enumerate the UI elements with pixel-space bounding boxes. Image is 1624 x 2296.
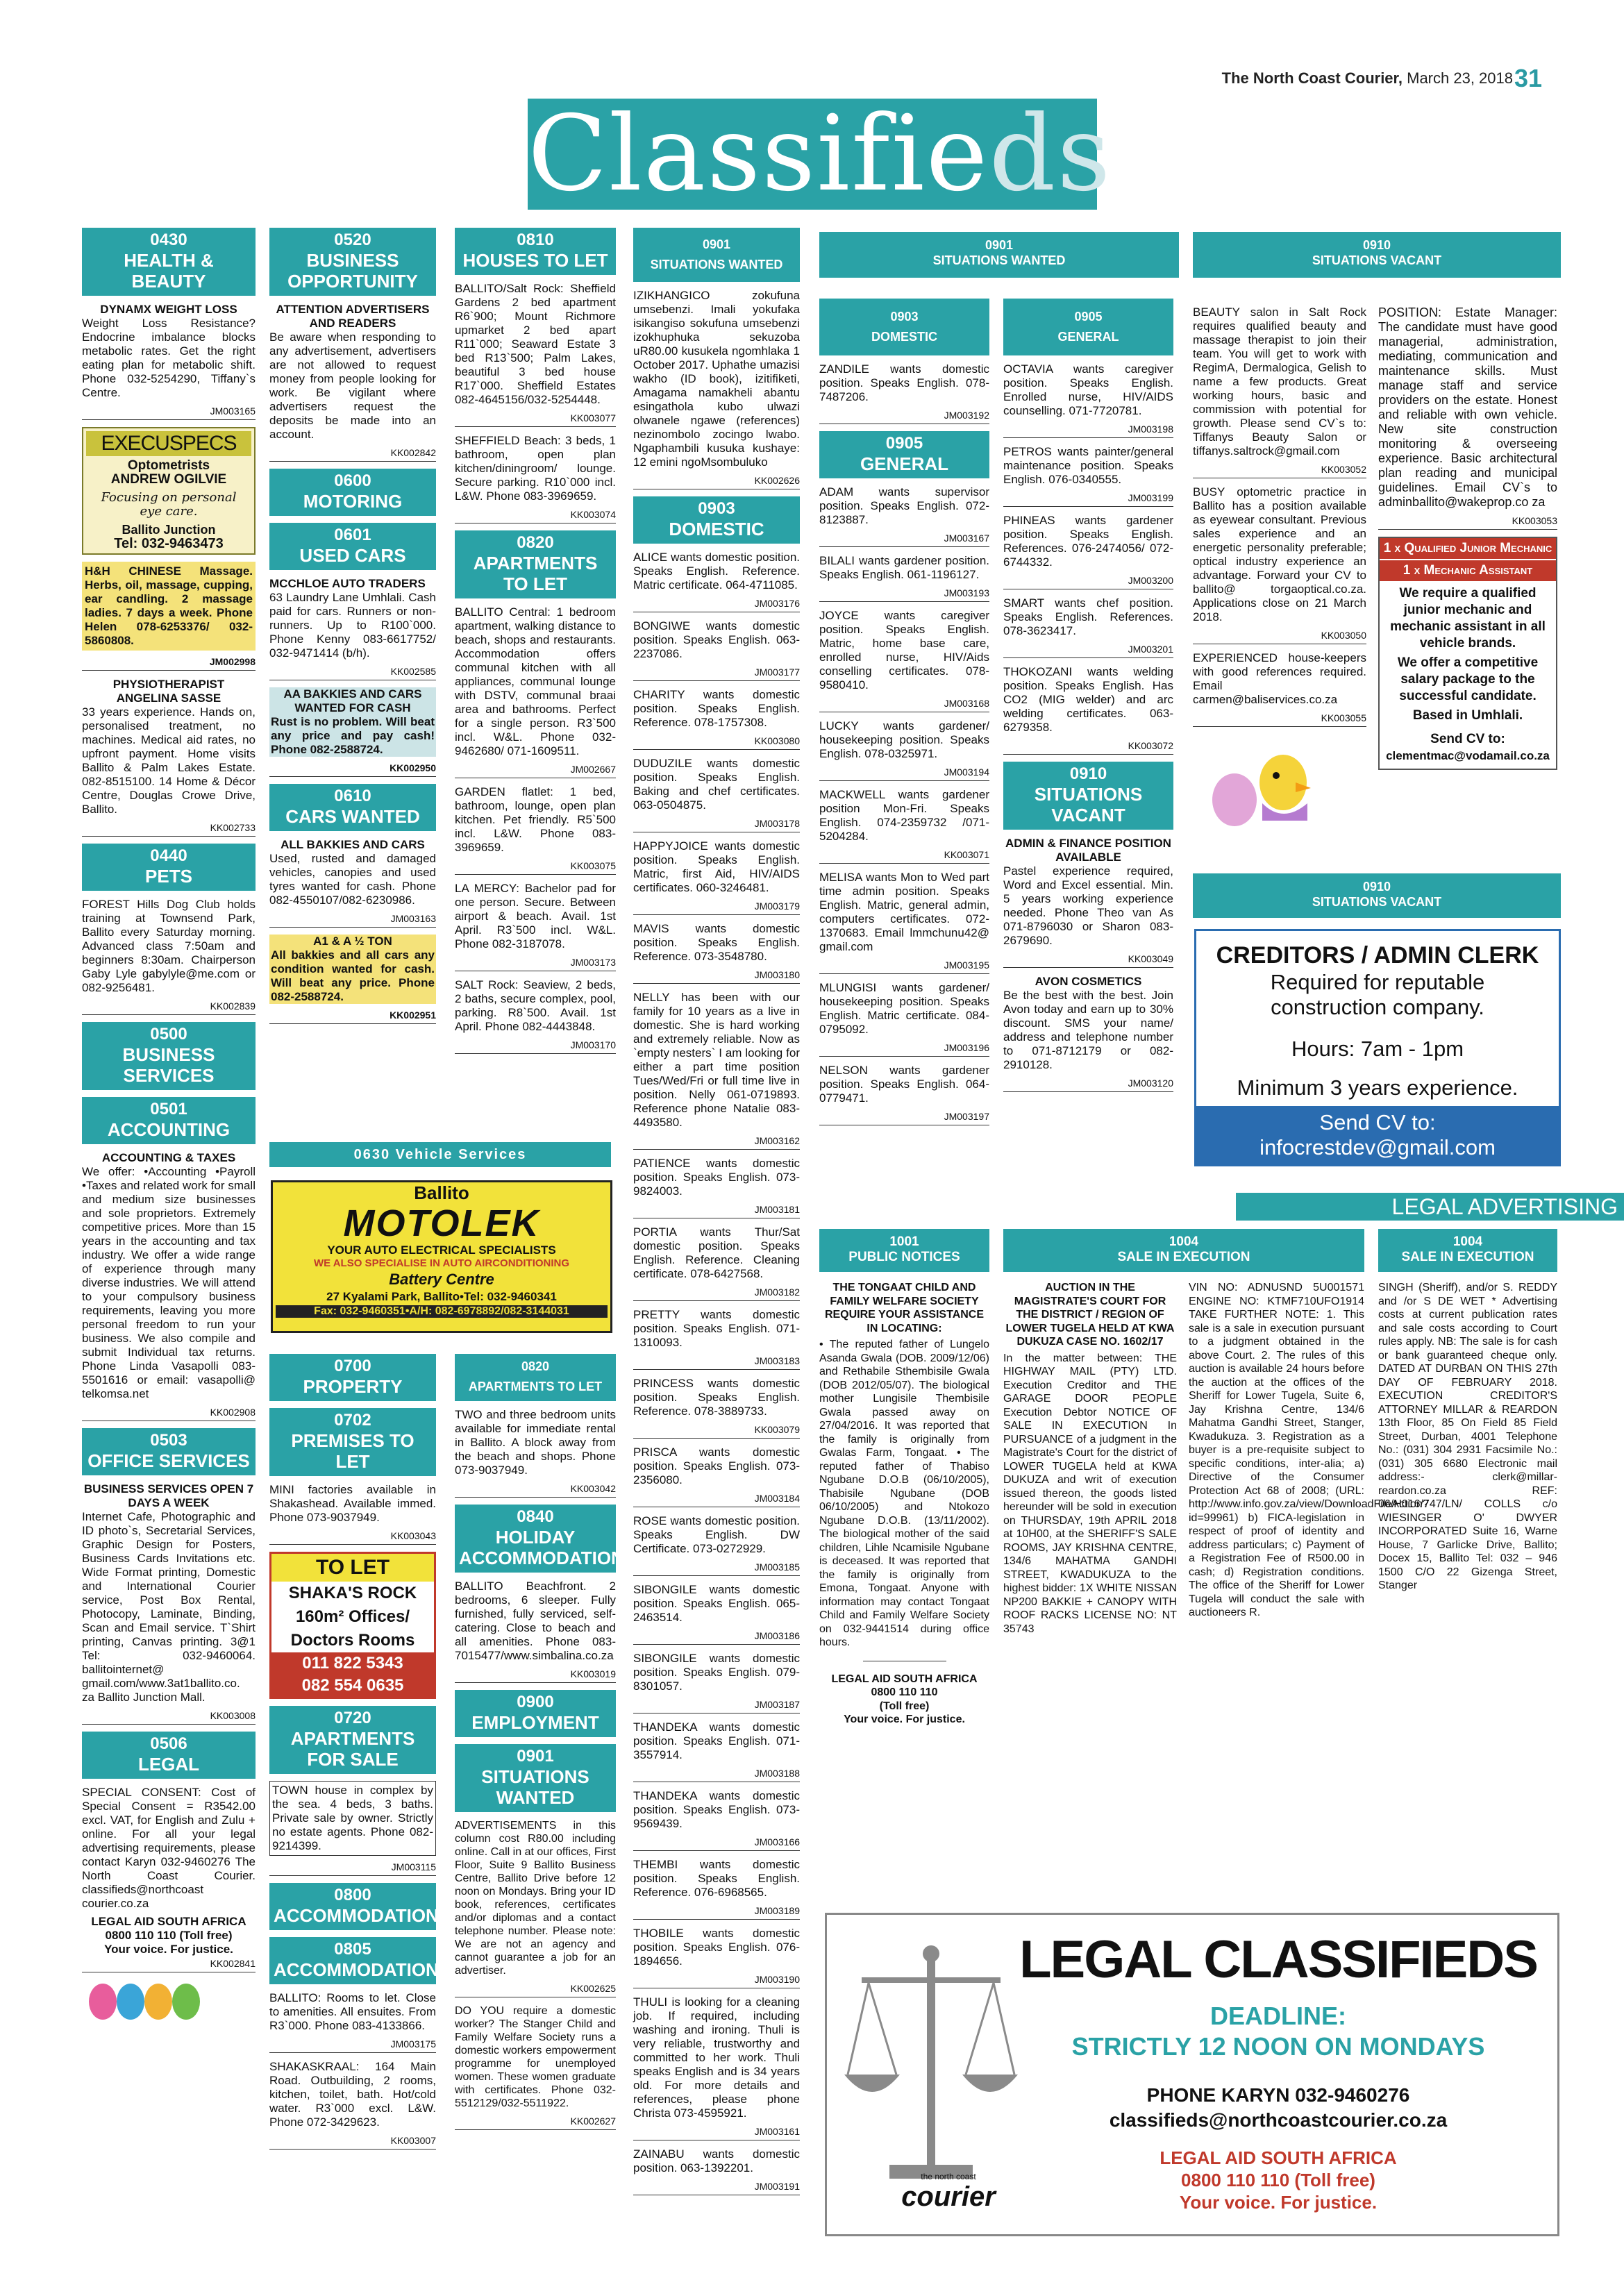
ad-text: THEMBI wants domestic position. Speaks English. Reference. 076-6968565.	[633, 1858, 800, 1899]
domestic-list	[633, 551, 800, 2195]
ad-text: ZAINABU wants domestic position. 063-1392201.	[633, 2147, 800, 2175]
ad-title: BUSINESS SERVICES OPEN 7 DAYS A WEEK	[83, 1482, 254, 1509]
section-header-situations-vacant: 0910 SITUATIONS VACANT	[1193, 232, 1561, 278]
ad-ref: KK003019	[455, 1667, 616, 1683]
ad-text: 63 Laundry Lane Umhlali. Cash paid for cars. Runners or non-runners. Up to R100`000. Phone Kenny 083-6617752/ 032-9471414 (b/h).	[269, 591, 436, 660]
ad-ref: KK003077	[455, 411, 616, 427]
section-header-vehicle-services: 0630 Vehicle Services	[269, 1142, 611, 1167]
ad-ref: JM003199	[1003, 491, 1173, 507]
ad-text: SMART wants chef position. Speaks English. References. 078-3623417.	[1003, 596, 1173, 637]
ad-text: BUSY optometric practice in Ballito has a position available as eyewear consultant. Previous sales experience and an energetic personality preferable; optical industry experience an advantage. Forward your CV to ballito@ torgaoptical.co.za. Applications close on 21 March 2018.	[1193, 485, 1366, 623]
ad-text: PATIENCE wants domestic position. Speaks English. 073-9824003.	[633, 1157, 800, 1198]
section-header: 0440 PETS	[82, 844, 256, 891]
ad-text: Used, rusted and damaged vehicles, canopies and used tyres wanted for cash. Phone 082-4550107/082-6230986.	[269, 852, 436, 907]
ad-ref: KK002908	[82, 1405, 256, 1421]
ad-text: NELLY has been with our family for 10 years as a live in domestic. She is hard working and extremely reliable. Now as `empty nesters` I am looking for either a part time position Tues/Wed/Fri or full time live in position. Nelly 061-0719893. Reference phone Natalie 083-4493580.	[633, 991, 800, 1129]
ad-ref: JM003184	[633, 1491, 800, 1507]
ad-text: FOREST Hills Dog Club holds training at Townsend Park, Ballito every Saturday morning. Advanced class 7:50am and beginners 8:30am. Chairperson Gaby Lyle gabylyle@me.com or 082-9256481.	[82, 898, 256, 994]
ad-text: MAVIS wants domestic position. Speaks English. Reference. 073-3548780.	[633, 922, 800, 963]
ad-ref: JM003191	[633, 2179, 800, 2195]
column-6	[1003, 299, 1173, 1099]
ad-ref: JM003201	[1003, 642, 1173, 658]
ad-ref: JM003190	[633, 1972, 800, 1988]
ad-ref: JM003189	[633, 1904, 800, 1920]
ad-ref: JM003179	[633, 899, 800, 915]
column-7	[1193, 305, 1366, 831]
ad-ref: JM003198	[1003, 422, 1173, 438]
motolek-ad: Ballito MOTOLEK YOUR AUTO ELECTRICAL SPECIALISTS WE ALSO SPECIALISE IN AUTO AIRCONDITIONING Battery Centre 27 Kyalami Park, Ballito•Tel: 032-9460341 Fax: 032-9460351•A/H: 082-6978892/082-3144031	[271, 1180, 612, 1333]
ad-text: SHAKASKRAAL: 164 Main Road. Outbuilding, 2 rooms, kitchen, toilet, bath. Hot/cold water. R3`000 excl. L&W. Phone 072-3429623.	[269, 2060, 436, 2129]
section-header: 0805 ACCOMMODATION	[269, 1937, 436, 1984]
general-list	[1003, 362, 1173, 755]
section-header: 0506 LEGAL	[82, 1732, 256, 1779]
ad-text: JOYCE wants caregiver position. Speaks English. Matric, home base care, enrolled nurse, HIV/Aids conselling certificates. 078-9580410.	[819, 609, 989, 692]
auction-column	[1003, 1281, 1177, 1640]
ad-ref: KK003049	[1003, 952, 1173, 968]
creditors-ad: CREDITORS / ADMIN CLERK Required for reputable construction company. Hours: 7am - 1pm Minimum 3 years experience. Send CV to: infocrestdev@gmail.com	[1194, 929, 1561, 1166]
section-header: 0901 SITUATIONS WANTED	[633, 228, 800, 282]
ad-ref: KK003079	[633, 1423, 800, 1439]
section-header: 0610 CARS WANTED	[269, 784, 436, 831]
ad-ref: JM003182	[633, 1285, 800, 1301]
ad-ref: KK003080	[633, 734, 800, 750]
ad-ref: JM003161	[633, 2125, 800, 2140]
section-header: 0820 APARTMENTS TO LET	[455, 530, 616, 598]
ad-ref: KK003053	[1378, 514, 1557, 530]
notice-text: • The reputed father of Lungelo Asanda Gwala (DOB. 2009/12/06) and Rethabile Sthembisile Gwala (DOB 2012/05/07). The biological mother Lungisile Thembisile Gwala passed away on 27/04/2016. It was reported that the family is originally from Gwalas Farm, Tongaat. • The reputed father of Thabiso Ngubane D.O.B (06/10/2005), Thabisile Ngubane (DOB 06/10/2005) and Ntokozo Ngubane D.O.B. (13/11/2002). The biological mother of the said children, Lihle Ncamisile Ngubane is deceased. It was reported that the family is originally from Emona, Tongaat. Anyone with information may contact Tongaat Child and Family Welfare Society on 032-9441514 during office hours.	[819, 1339, 989, 1648]
ad-text: THANDEKA wants domestic position. Speaks English. 071-3557914.	[633, 1720, 800, 1761]
section-header: 0903 DOMESTIC	[633, 496, 800, 544]
ad-text: All bakkies and all cars any condition wanted for cash. Will beat any price. Phone 082-2588724.	[271, 948, 435, 1003]
section-header: 0900 EMPLOYMENT	[455, 1690, 616, 1737]
ad-ref: JM003192	[819, 408, 989, 424]
ad-ref: JM003166	[633, 1835, 800, 1851]
ad-text: Pastel experience required, Word and Excel essential. Min. 5 years working experience needed. Phone Theo van As 071-8796030 or Sharon 083-2679690.	[1003, 864, 1173, 947]
ad-text: ADAM wants supervisor position. Speaks English. 072-8123887.	[819, 485, 989, 526]
ad-text: MLUNGISI wants gardener/ housekeeping position. Speaks English. Matric certificate. 084-0795092.	[819, 981, 989, 1036]
section-header: 0820 APARTMENTS TO LET	[455, 1354, 616, 1401]
ad-text: TOWN house in complex by the sea. 4 beds, 3 baths. Private sale by owner. Strictly no estate agents. Phone 082-9214399.	[269, 1781, 436, 1856]
page-header: The North Coast Courier, March 23, 2018	[1221, 69, 1513, 87]
classifieds-masthead: Classifieds	[528, 94, 1112, 215]
ad-text: PHINEAS wants gardener position. Speaks English. References. 076-2474056/ 072-6744332.	[1003, 514, 1173, 569]
ad-title: AVON COSMETICS	[1035, 975, 1142, 988]
section-header: 0520 BUSINESS OPPORTUNITY	[269, 228, 436, 296]
ad-ref: JM003183	[633, 1354, 800, 1370]
ad-ref: JM003167	[819, 531, 989, 547]
section-header: 0810 HOUSES TO LET	[455, 228, 616, 275]
ad-ref: JM003195	[819, 958, 989, 974]
ad-text: POSITION: Estate Manager: The candidate must have good managerial, administration, mediating, communication and maintenance skills. Must manage staff and service providers on the estate. Honest and reliable with own vehicle. New site construction monitoring & overseeing experience. Basic architectural plan reading and municipal guidelines. Email CV`s to adminballito@wakeprop.co za	[1378, 305, 1557, 509]
ad-text: Be aware when responding to any advertisement, advertisers are not allowed to request money from people looking for work. Be vigilant where advertisers request the deposits be made into an account.	[269, 330, 436, 441]
section-header: 0800 ACCOMMODATION	[269, 1883, 436, 1930]
ad-ref: KK003050	[1193, 628, 1366, 644]
ad-text: BALLITO/Salt Rock: Sheffield Gardens 2 bed apartment R6`900; Mount Richmore upmarket 2 bed apart R11`000; Seaward Estate 3 bed R13`500; Palm Lakes, beautiful 3 bed house R17`000. Sheffield Estates 082-4645156/032-5254448.	[455, 282, 616, 406]
ad-ref: JM003185	[633, 1560, 800, 1576]
ad-text: PRETTY wants domestic position. Speaks English. 071-1310093.	[633, 1308, 800, 1349]
ad-text: CHARITY wants domestic position. Speaks English. Reference. 078-1757308.	[633, 688, 800, 729]
ad-text: TWO and three bedroom units available for immediate rental in Ballito. A block away from the beach and shops. Phone 073-9037949.	[455, 1408, 616, 1477]
ad-title: PHYSIOTHERAPIST ANGELINA SASSE	[112, 678, 225, 705]
legal-classifieds-ad	[825, 1913, 1559, 2236]
section-header: 0901 SITUATIONS WANTED	[455, 1744, 616, 1812]
ad-ref: KK003074	[455, 508, 616, 523]
ad-text: PORTIA wants Thur/Sat domestic position. Speaks English. Reference. Cleaning certificate. 078-6427568.	[633, 1225, 800, 1280]
vin-column	[1189, 1281, 1429, 1624]
legal-classifieds-content: LEGAL CLASSIFIEDS DEADLINE: STRICTLY 12 NOON ON MONDAYS PHONE KARYN 032-9460276 classifieds@northcoastcourier.co.za LEGAL AID SOUTH AFRICA 0800 110 110 (Toll free) Your voice. For justice.	[1019, 1930, 1537, 2213]
ad-text: SIBONGILE wants domestic position. Speaks English. 079-8301057.	[633, 1652, 800, 1693]
ad-ref: KK002627	[455, 2114, 616, 2130]
section-header-situations-vacant-2: 0910 SITUATIONS VACANT	[1193, 873, 1561, 918]
ad-ref: KK003055	[1193, 711, 1366, 727]
ad-text: THANDEKA wants domestic position. Speaks English. 073-9569439.	[633, 1789, 800, 1830]
ad-text: DO YOU require a domestic worker? The Stanger Child and Family Welfare Society runs a domestic workers empowerment programme for unemployed women. These women graduate with certificates. Phone 032-5512129/032-5511922.	[455, 2005, 616, 2109]
section-header: 0500 BUSINESS SERVICES	[82, 1022, 256, 1090]
notice-title: THE TONGAAT CHILD AND FAMILY WELFARE SOCIETY REQUIRE YOUR ASSISTANCE IN LOCATING:	[824, 1282, 985, 1334]
ad-text: DUDUZILE wants domestic position. Speaks English. Baking and chef certificates. 063-0504875.	[633, 757, 800, 812]
ad-text: H&H CHINESE Massage. Herbs, oil, massage, cupping, ear candling. 2 massage ladies. 7 days a week. Phone Helen 078-6253376/ 032-5860808.	[82, 562, 256, 651]
ad-ref: KK003071	[819, 848, 989, 864]
public-notice-column	[819, 1281, 989, 1727]
legal-aid-line: 0800 110 110 (Toll free)	[105, 1929, 233, 1942]
ad-title: A1 & A ½ TON	[269, 935, 436, 948]
ad-ref: KK002626	[633, 474, 800, 489]
general-list	[819, 485, 989, 1125]
column-3	[455, 228, 616, 1061]
ad-text: BEAUTY salon in Salt Rock requires qualified beauty and massage therapist to join their team. You will get to work with RegimA, Dermalogica, Gelish to name a few products. Great working hours, basic and commission with potential for growth. Please send CV`s to: Tiffanys Beauty Salon or tiffanys.saltrock@gmail.com	[1193, 305, 1366, 458]
ad-ref: JM003168	[819, 696, 989, 712]
column-3b	[455, 1354, 624, 2137]
ad-ref: KK003008	[82, 1709, 256, 1725]
ad-text: IZIKHANGICO zokufuna umsebenzi. Imali yokufaka isikangiso sokufuna umsebenzi izokhuphuka sekuzoba uR80.00 kusukela ngomhlaka 1 October 2017. Uphathe umazisi wakho (ID book), izitifiketi, Amagama namakheli abantu esingathola kubo ulwazi olwanele ngawe (references) nezinombolo zocingo lwabo. Ngaphambili kusuka kushaye: 12 emini ngoMsombuluko	[633, 289, 800, 469]
ad-ref: JM003177	[633, 665, 800, 681]
ad-ref: KK002842	[269, 446, 436, 462]
column-2	[269, 228, 436, 1031]
ad-ref: JM003200	[1003, 573, 1173, 589]
legal-aid-line: LEGAL AID SOUTH AFRICA	[831, 1673, 978, 1685]
ad-ref: KK002733	[82, 821, 256, 837]
section-header-sale-in-execution: 1004 SALE IN EXECUTION	[1003, 1229, 1364, 1272]
section-header: 0905 GENERAL	[819, 431, 989, 478]
legal-advertising-bar: LEGAL ADVERTISING	[1236, 1193, 1624, 1221]
chick-icon	[1207, 734, 1318, 831]
ad-text: Be the best with the best. Join Avon today and earn up to 30% discount. SMS your name/ address and telephone number to 071-8712179 or 082-2910128.	[1003, 989, 1173, 1071]
ad-title: ACCOUNTING & TAXES	[101, 1151, 236, 1164]
ad-ref: JM003188	[633, 1766, 800, 1782]
column-8	[1378, 305, 1557, 777]
ad-text: BILALI wants gardener position. Speaks English. 061-1196127.	[819, 554, 989, 581]
ad-ref: KK003052	[1193, 462, 1366, 478]
ad-ref: KK002625	[455, 1981, 616, 1997]
section-header: 0910 SITUATIONS VACANT	[1003, 762, 1173, 830]
ad-ref: JM003165	[82, 404, 256, 420]
ad-text: PRISCA wants domestic position. Speaks English. 073-2356080.	[633, 1446, 800, 1486]
section-header: 0720 APARTMENTS FOR SALE	[269, 1706, 436, 1774]
ad-title: MCCHLOE AUTO TRADERS	[269, 577, 426, 590]
ad-ref: JM003162	[633, 1134, 800, 1150]
ad-text: GARDEN flatlet: 1 bed, bathroom, lounge, open plan kitchen. Pet friendly. R5`500 incl. L&W. Phone 083-3969659.	[455, 785, 616, 854]
ad-text: PRINCESS wants domestic position. Speaks English. Reference. 078-3889733.	[633, 1377, 800, 1418]
ad-ref: KK002839	[82, 999, 256, 1015]
ad-ref: JM003115	[269, 1860, 436, 1876]
ad-text: ADVERTISEMENTS in this column cost R80.00 including online. Call in at our offices, First Floor, Suite 9 Ballito Business Centre, Ballito Drive before 12 noon on Mondays. Bring your ID book, references, certificates and/or diplomas and a contact telephone number. Please note: We are not an agency and cannot guarantee a job for an advertiser.	[455, 1820, 616, 1977]
auction-text: In the matter between: THE HIGHWAY MAIL (PTY) LTD. Execution Creditor and THE GARAGE DOOR PEOPLE Execution Debtor NOTICE OF SALE IN EXECUTION In PURSUANCE of a judgment in the Magistrate's Court for the district of LOWER TUGELA held at KWA DUKUZA and writ of execution issued thereon, the goods listed hereunder will be sold in execution on THURSDAY, 19th APRIL 2018 at 10H00, at the SHERIFF'S SALE ROOMS, JAY KRISHNA CENTRE, 134/6 MAHATMA GANDHI STREET, KWADUKUZA to the highest bidder: 1X WHITE NISSAN NP200 BAKKIE + CANOPY WITH ROOF RACKS LICENSE NO: NT 35743	[1003, 1352, 1177, 1635]
page-number: 31	[1514, 64, 1542, 92]
ad-ref: KK003043	[269, 1529, 436, 1545]
ad-ref: JM002667	[455, 762, 616, 778]
section-header-situations-wanted: 0901 SITUATIONS WANTED	[819, 232, 1179, 278]
ad-ref: JM003187	[633, 1698, 800, 1713]
column-1	[82, 228, 256, 2021]
section-header: 0501 ACCOUNTING	[82, 1097, 256, 1144]
section-header: 0840 HOLIDAY ACCOMMODATION	[455, 1505, 616, 1573]
section-header: 0700 PROPERTY	[269, 1354, 436, 1401]
ad-text: OCTAVIA wants caregiver position. Speaks English. Enrolled nurse, HIV/AIDS counselling. 071-7720781.	[1003, 362, 1173, 417]
ad-text: BALLITO: Rooms to let. Close to amenities. All ensuites. From R3`000. Phone 083-4133866.	[269, 1991, 436, 2032]
courier-logo: the north coast courier	[901, 2172, 996, 2212]
section-header: 0903 DOMESTIC	[819, 299, 989, 355]
mechanic-ad: 1 x Qualified Junior Mechanic 1 x Mechanic Assistant We require a qualified junior mechanic and mechanic assistant in all vehicle brands. We offer a competitive salary package to the successful candidate. Based in Umhlali. Send CV to: clementmac@vodamail.co.za	[1378, 537, 1557, 770]
ad-title: ADMIN & FINANCE POSITION AVAILABLE	[1005, 837, 1171, 864]
ad-ref: JM003193	[819, 586, 989, 602]
execuspecs-ad: EXECUSPECS Optometrists ANDREW OGILVIE Focusing on personal eye care. Ballito Junction Tel: 032-9463473	[82, 427, 256, 555]
ad-text: ALICE wants domestic position. Speaks English. Reference. Matric certificate. 064-4711085.	[633, 551, 800, 592]
ad-ref: JM003196	[819, 1041, 989, 1057]
ad-text: PETROS wants painter/general maintenance position. Speaks English. 076-0340555.	[1003, 445, 1173, 486]
ad-title: ALL BAKKIES AND CARS	[281, 838, 425, 851]
section-header: 0905 GENERAL	[1003, 299, 1173, 355]
section-header-sale-in-execution-2: 1004 SALE IN EXECUTION	[1378, 1229, 1557, 1272]
ad-text: Internet Cafe, Photographic and ID photo`s, Secretarial Services, Graphic Design for Posters, Business Cards Invitations etc. Wide Format printing, Domestic and International Courier service, Post Box Rental, Photocopy, Laminate, Binding, Scan and Email service. T`Shirt printing, Canvas printing. 3@1 Tel: 032-9460064. ballitointernet@ gmail.com/www.3at1ballito.co. za Ballito Junction Mall.	[82, 1510, 256, 1704]
ad-ref: JM002998	[82, 655, 256, 671]
legal-aid-line: Your voice. For justice.	[104, 1943, 233, 1956]
ad-ref: JM003120	[1003, 1076, 1173, 1092]
ad-ref: JM003170	[455, 1038, 616, 1054]
easter-eggs-icon	[82, 1979, 207, 2021]
section-header-public-notices: 1001 PUBLIC NOTICES	[819, 1229, 989, 1272]
ad-text: SHEFFIELD Beach: 3 beds, 1 bathroom, open plan kitchen/diningroom/ lounge. Secure parking. R10`000 incl. L&W. Phone 083-3969659.	[455, 434, 616, 503]
auction-title: AUCTION IN THE MAGISTRATE'S COURT FOR THE DISTRICT / REGION OF LOWER TUGELA HELD AT KWA DUKUZA CASE NO. 1602/17	[1005, 1282, 1175, 1348]
ad-ref: JM003181	[633, 1203, 800, 1218]
section-header: 0600 MOTORING	[269, 469, 436, 516]
legal-aid-line: LEGAL AID SOUTH AFRICA	[91, 1915, 246, 1928]
legal-aid-line: Your voice. For justice.	[844, 1713, 965, 1725]
ad-text: We offer: •Accounting •Payroll •Taxes and related work for small and medium size businesses and sole proprietors. Extremely competitive prices. More than 15 years in the accounting and tax industry. We offer a wide range of experience through many diverse industries. We will attend to your compulsory business requirements, leaving you more personal freedom to run your business. We also compile and submit Individual tax returns. Phone Linda Vasapolli 083-5501616 or email: vasapolli@ telkomsa.net	[82, 1165, 256, 1400]
ad-text: HAPPYJOICE wants domestic position. Speaks English. Matric, first Aid, HIV/AIDS certificates. 060-3246481.	[633, 839, 800, 894]
ad-ref: JM003197	[819, 1109, 989, 1125]
ad-ref: KK003075	[455, 859, 616, 875]
ad-text: SALT Rock: Seaview, 2 beds, 2 baths, secure complex, pool, parking. R8`500. Avail. 1st April. Phone 082-4443848.	[455, 978, 616, 1033]
ad-ref: JM003176	[633, 596, 800, 612]
ad-ref: JM003186	[633, 1629, 800, 1645]
ad-ref: JM003173	[455, 955, 616, 971]
column-4	[633, 228, 800, 2202]
section-header: 0503 OFFICE SERVICES	[82, 1428, 256, 1475]
ad-ref: JM003178	[633, 816, 800, 832]
ad-text: SPECIAL CONSENT: Cost of Special Consent = R3542.00 excl. VAT, for English and Zulu + online. For all your legal advertising requirements, please contact Karyn 032-9460276 The North Coast Courier. classifieds@northcoast courier.co.za	[82, 1786, 256, 1910]
legal-aid-line: 0800 110 110	[871, 1686, 938, 1698]
column-5	[819, 299, 989, 1132]
creditors-contact: Send CV to: infocrestdev@gmail.com	[1196, 1106, 1559, 1164]
ad-ref: JM003180	[633, 968, 800, 984]
singh-text: SINGH (Sheriff), and/or S. REDDY and /or S DE WET * Advertising costs at current publication rates and sale costs according to Court rules apply. NB: The sale is for cash or bank guaranteed cheque only. DATED AT DURBAN ON THIS 27th DAY OF FEBRUARY 2018. EXECUTION CREDITOR'S ATTORNEY MILLAR & REARDON 13th Floor, 85 On Field 85 Field Street, Durban, 4001 Telephone No.: (031) 304 2931 Facsimile No.: (031) 305 6680 Electronic mail address:- clerk@millar-reardon.co.za REF: 06/H016/747/LN/ COLLS c/o WIESINGER O' DWYER INCORPORATED Suite 16, Warne House, 7 Garlicke Drive, Ballito; Docex 15, Ballito Tel: 032 – 946 1500 C/O 22 Gizenga Street, Stanger	[1378, 1282, 1557, 1591]
section-header: 0702 PREMISES TO LET	[269, 1408, 436, 1476]
ad-text: THOBILE wants domestic position. Speaks English. 076-1894656.	[633, 1927, 800, 1968]
ad-ref: KK002950	[269, 761, 436, 777]
vin-text: VIN NO: ADNUSND 5U001571 ENGINE NO: KTMF710UFO1914 TAKE FURTHER NOTE: 1. This sale is a sale in execution pursuant to a judgment obtained in the above Court. 2. The rules of this auction is available 24 hours before the auction at the offices of the Sheriff for Lower Tugela, Suite 6, Jay Krishna Centre, 134/6 Mahatma Gandhi Street, Stanger, Kwadukuza. 3. Registration as a buyer is a pre-requisite subject to specific conditions, inter-alia; a) Directive of the Consumer Protection Act 68 of 2008; (URL: http://www.info.gov.za/view/DownloadFileAction?id=99961) b) FICA-legislation in respect of proof of identity and address particulars; c) Payment of a Registration Fee of R500.00 in cash; d) Registration conditions. The office of the Sheriff for Lower Tugela will conduct the sale with auctioneers R.	[1189, 1282, 1429, 1618]
to-let-ad: TO LET SHAKA'S ROCK 160m² Offices/ Doctors Rooms 011 822 5343 082 554 0635	[269, 1552, 436, 1699]
legal-aid-line: (Toll free)	[879, 1700, 930, 1712]
ad-text: 33 years experience. Hands on, personalised treatment, no machines. Medical aid rates, no upfront payment. Home visits Ballito & Palm Lakes Estate. 082-8515100. 14 Home & Décor Centre, Douglas Crowe Drive, Ballito.	[82, 705, 256, 816]
singh-column	[1378, 1281, 1557, 1597]
ad-title: AA BAKKIES AND CARS WANTED FOR CASH	[269, 687, 436, 715]
ad-text: LA MERCY: Bachelor pad for one person. Secure. Between airport & beach. Avail. 1st April. R3`500 incl. W&L. Phone 082-3187078.	[455, 882, 616, 950]
section-header: 0430 HEALTH & BEAUTY	[82, 228, 256, 296]
ad-text: ROSE wants domestic position. Speaks English. DW Certificate. 073-0272929.	[633, 1514, 800, 1555]
ad-text: MELISA wants Mon to Wed part time admin position. Speaks English. Matric, general admin, computers certificates. 072- 1370683. Email lmmchunu42@ gmail.com	[819, 871, 989, 953]
ad-text: BONGIWE wants domestic position. Speaks English. 063-2237086.	[633, 619, 800, 660]
ad-text: MACKWELL wants gardener position Mon-Fri. Speaks English. 074-2359732 /071-5204284.	[819, 788, 989, 843]
section-header: 0601 USED CARS	[269, 523, 436, 570]
ad-text: LUCKY wants gardener/ housekeeping position. Speaks English. 078-0325971.	[819, 719, 989, 760]
ad-text: THOKOZANI wants welding position. Speaks English. Has CO2 (MIG welder) and arc welding certificates. 063-6279358.	[1003, 665, 1173, 734]
ad-text: EXPERIENCED house-keepers with good references required. Email carmen@baliservices.co.za	[1193, 651, 1366, 706]
ad-ref: JM003194	[819, 765, 989, 781]
ad-text: SIBONGILE wants domestic position. Speaks English. 065-2463514.	[633, 1583, 800, 1624]
ad-text: ZANDILE wants domestic position. Speaks English. 078-7487206.	[819, 362, 989, 403]
ad-text: Weight Loss Resistance? Endocrine imbalance blocks metabolic rates. Get the right eating plan for metabolic shift. Phone 032-5254290, Tiffany`s Centre.	[82, 317, 256, 399]
ad-text: BALLITO Beachfront. 2 bedrooms, 6 sleeper. Fully furnished, fully serviced, self-catering. Close to beach and all amenities. Phone 083-7015477/www.simbalina.co.za	[455, 1579, 616, 1662]
scales-of-justice-icon	[841, 1936, 1021, 2199]
ad-text: Rust is no problem. Will beat any price and pay cash! Phone 082-2588724.	[271, 715, 435, 756]
ad-ref: KK002841	[82, 1956, 256, 1972]
ad-title: DYNAMX WEIGHT LOSS	[100, 303, 237, 316]
ad-ref: KK003072	[1003, 739, 1173, 755]
ad-title: ATTENTION ADVERTISERS AND READERS	[276, 303, 430, 330]
ad-ref: JM003163	[269, 912, 436, 928]
ad-ref: KK003007	[269, 2134, 436, 2150]
ad-ref: JM003175	[269, 2037, 436, 2053]
ad-text: NELSON wants gardener position. Speaks English. 064-0779471.	[819, 1064, 989, 1105]
ad-ref: KK002585	[269, 664, 436, 680]
ad-text: BALLITO Central: 1 bedroom apartment, walking distance to beach, shops and restaurants. Accommodation offers communal kitchen with all appliances, communal lounge with DSTV, communal braai area and bathrooms. Perfect for a single person. R3`500 incl. W&L. Phone 032- 9462680/ 071-1609511.	[455, 605, 616, 757]
ad-ref: KK002951	[269, 1008, 436, 1024]
ad-ref: KK003042	[455, 1482, 616, 1498]
column-2b	[269, 1354, 439, 2156]
ad-text: MINI factories available in Shakashead. Available immed. Phone 073-9037949.	[269, 1483, 436, 1524]
ad-text: THULI is looking for a cleaning job. If required, including washing and ironing. Thuli is very reliable, trustworthy and committed to her work. Thuli speaks English and is 34 years old. For more details and references, please phone Christa 073-4595921.	[633, 1995, 800, 2120]
